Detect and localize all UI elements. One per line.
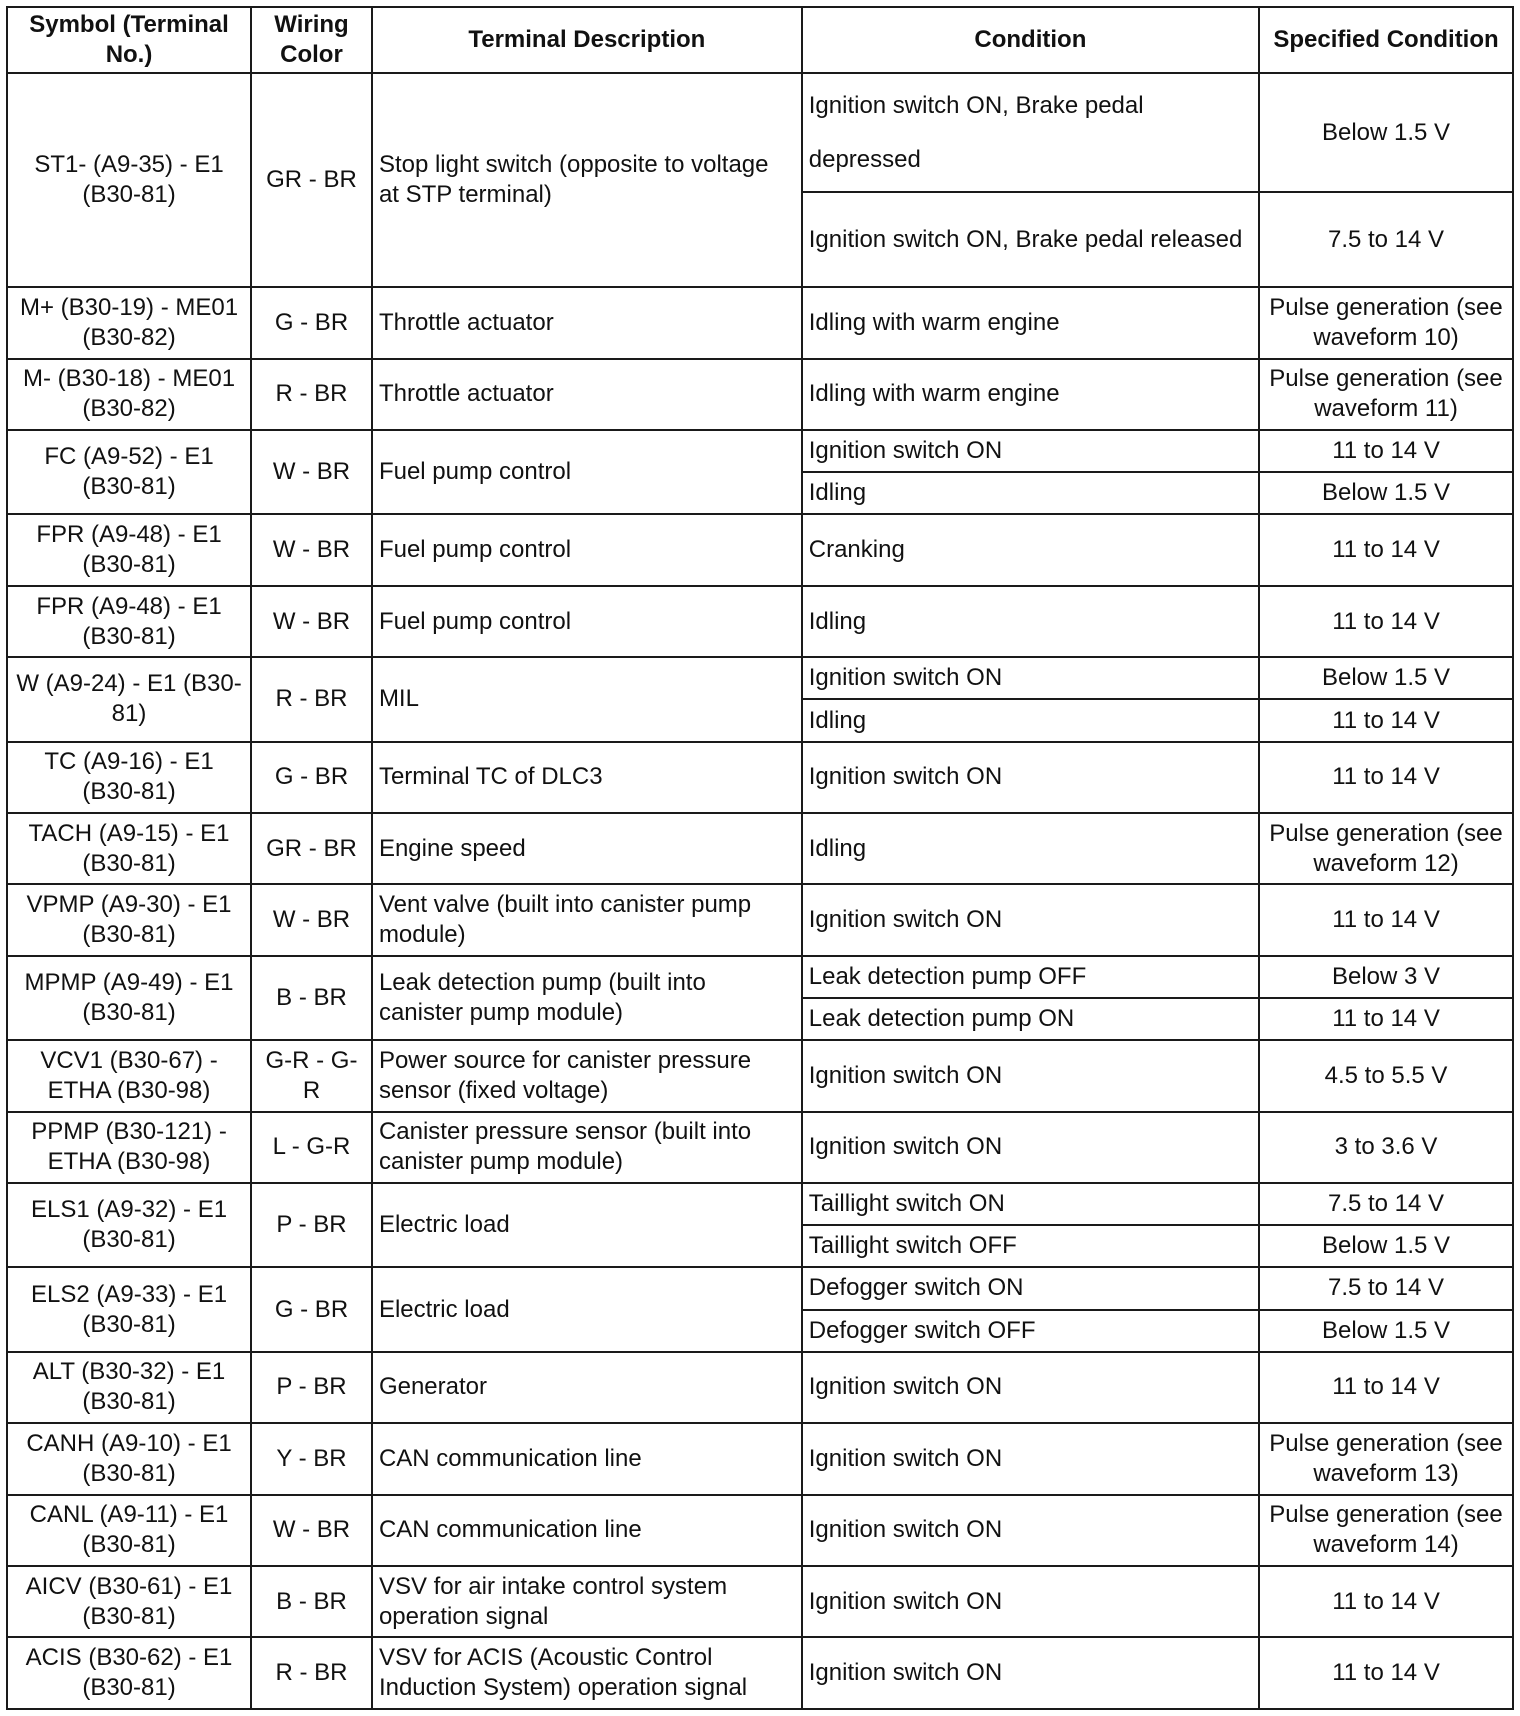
condition-cell: Ignition switch ON [802, 1566, 1259, 1637]
table-row [7, 1183, 1513, 1225]
terminal-symbol-cell: TC (A9-16) - E1 (B30-81) [7, 742, 251, 813]
table-row [7, 742, 1513, 813]
specified-condition-cell: 7.5 to 14 V [1259, 1267, 1513, 1309]
header-specified-condition: Specified Condition [1259, 7, 1513, 73]
terminal-symbol-cell: ELS2 (A9-33) - E1 (B30-81) [7, 1267, 251, 1351]
specified-condition-cell: Below 1.5 V [1259, 73, 1513, 192]
terminal-description-cell: CAN communication line [372, 1423, 802, 1494]
table-row [7, 1040, 1513, 1111]
terminal-description-cell: Electric load [372, 1267, 802, 1351]
specified-condition-cell: Pulse generation (see waveform 10) [1259, 287, 1513, 358]
condition-cell: Ignition switch ON [802, 1637, 1259, 1709]
terminal-symbol-cell: ALT (B30-32) - E1 (B30-81) [7, 1352, 251, 1423]
table-row [7, 1566, 1513, 1637]
condition-cell: Ignition switch ON [802, 884, 1259, 955]
specified-condition-cell: 7.5 to 14 V [1259, 192, 1513, 287]
terminal-description-cell: Canister pressure sensor (built into canister pump module) [372, 1112, 802, 1183]
table-row [7, 430, 1513, 472]
condition-cell: Defogger switch OFF [802, 1310, 1259, 1352]
specified-condition-cell: 3 to 3.6 V [1259, 1112, 1513, 1183]
condition-cell: Ignition switch ON [802, 1112, 1259, 1183]
terminal-description-cell: Fuel pump control [372, 514, 802, 585]
wiring-color-cell: P - BR [251, 1352, 372, 1423]
header-wiring-color: Wiring Color [251, 7, 372, 73]
condition-cell: Ignition switch ON [802, 430, 1259, 472]
terminal-symbol-cell: ST1- (A9-35) - E1 (B30-81) [7, 73, 251, 287]
table-row [7, 73, 1513, 192]
terminal-description-cell: MIL [372, 657, 802, 741]
condition-cell: Idling with warm engine [802, 359, 1259, 430]
table-row [7, 813, 1513, 884]
terminal-description-cell: Vent valve (built into canister pump module) [372, 884, 802, 955]
specified-condition-cell: Below 3 V [1259, 956, 1513, 998]
terminal-description-cell: Terminal TC of DLC3 [372, 742, 802, 813]
wiring-color-cell: G - BR [251, 1267, 372, 1351]
table-row [7, 1267, 1513, 1309]
condition-cell: Ignition switch ON [802, 657, 1259, 699]
terminal-description-cell: Engine speed [372, 813, 802, 884]
wiring-color-cell: B - BR [251, 956, 372, 1040]
terminal-symbol-cell: MPMP (A9-49) - E1 (B30-81) [7, 956, 251, 1040]
condition-cell: Idling [802, 699, 1259, 741]
table-row [7, 657, 1513, 699]
specified-condition-cell: 11 to 14 V [1259, 998, 1513, 1040]
specified-condition-cell: Pulse generation (see waveform 12) [1259, 813, 1513, 884]
wiring-color-cell: Y - BR [251, 1423, 372, 1494]
wiring-color-cell: G - BR [251, 742, 372, 813]
condition-cell: Taillight switch ON [802, 1183, 1259, 1225]
table-row [7, 1495, 1513, 1566]
wiring-color-cell: B - BR [251, 1566, 372, 1637]
terminal-symbol-cell: AICV (B30-61) - E1 (B30-81) [7, 1566, 251, 1637]
condition-cell: Ignition switch ON [802, 1352, 1259, 1423]
specified-condition-cell: 11 to 14 V [1259, 514, 1513, 585]
specified-condition-cell: 11 to 14 V [1259, 884, 1513, 955]
header-row [7, 7, 1513, 73]
table-row [7, 1352, 1513, 1423]
condition-cell: Ignition switch ON [802, 1040, 1259, 1111]
specified-condition-cell: Below 1.5 V [1259, 657, 1513, 699]
wiring-color-cell: R - BR [251, 657, 372, 741]
terminal-symbol-cell: TACH (A9-15) - E1 (B30-81) [7, 813, 251, 884]
terminal-symbol-cell: VPMP (A9-30) - E1 (B30-81) [7, 884, 251, 955]
terminal-description-cell: VSV for air intake control system operation signal [372, 1566, 802, 1637]
terminal-description-cell: Fuel pump control [372, 430, 802, 514]
specified-condition-cell: 11 to 14 V [1259, 1352, 1513, 1423]
table-row [7, 956, 1513, 998]
terminal-description-cell: VSV for ACIS (Acoustic Control Induction System) operation signal [372, 1637, 802, 1709]
specified-condition-cell: 7.5 to 14 V [1259, 1183, 1513, 1225]
terminal-symbol-cell: FC (A9-52) - E1 (B30-81) [7, 430, 251, 514]
condition-cell: Ignition switch ON [802, 1423, 1259, 1494]
condition-cell: Idling [802, 813, 1259, 884]
terminal-symbol-cell: ACIS (B30-62) - E1 (B30-81) [7, 1637, 251, 1709]
condition-cell: Defogger switch ON [802, 1267, 1259, 1309]
specified-condition-cell: 11 to 14 V [1259, 742, 1513, 813]
terminal-symbol-cell: CANH (A9-10) - E1 (B30-81) [7, 1423, 251, 1494]
terminal-symbol-cell: FPR (A9-48) - E1 (B30-81) [7, 514, 251, 585]
wiring-color-cell: R - BR [251, 1637, 372, 1709]
table-row [7, 359, 1513, 430]
condition-cell: Leak detection pump ON [802, 998, 1259, 1040]
header-condition: Condition [802, 7, 1259, 73]
specified-condition-cell: Pulse generation (see waveform 13) [1259, 1423, 1513, 1494]
terminal-symbol-cell: M+ (B30-19) - ME01 (B30-82) [7, 287, 251, 358]
terminal-description-cell: Throttle actuator [372, 287, 802, 358]
wiring-color-cell: P - BR [251, 1183, 372, 1267]
specified-condition-cell: 11 to 14 V [1259, 586, 1513, 657]
condition-cell: Cranking [802, 514, 1259, 585]
specified-condition-cell: 11 to 14 V [1259, 1637, 1513, 1709]
wiring-color-cell: W - BR [251, 884, 372, 955]
condition-cell: Ignition switch ON [802, 1495, 1259, 1566]
terminal-symbol-cell: W (A9-24) - E1 (B30-81) [7, 657, 251, 741]
table-body [7, 73, 1513, 1709]
specified-condition-cell: Below 1.5 V [1259, 472, 1513, 514]
wiring-color-cell: W - BR [251, 430, 372, 514]
wiring-color-cell: L - G-R [251, 1112, 372, 1183]
specified-condition-cell: Pulse generation (see waveform 14) [1259, 1495, 1513, 1566]
table-row [7, 1423, 1513, 1494]
table-row [7, 1112, 1513, 1183]
condition-cell: Ignition switch ON, Brake pedal depressed [802, 73, 1259, 192]
condition-cell: Idling [802, 472, 1259, 514]
terminal-description-cell: Generator [372, 1352, 802, 1423]
terminal-description-cell: Fuel pump control [372, 586, 802, 657]
specified-condition-cell: Below 1.5 V [1259, 1225, 1513, 1267]
condition-cell: Leak detection pump OFF [802, 956, 1259, 998]
condition-cell: Taillight switch OFF [802, 1225, 1259, 1267]
wiring-color-cell: GR - BR [251, 73, 372, 287]
terminal-description-cell: Throttle actuator [372, 359, 802, 430]
terminal-symbol-cell: ELS1 (A9-32) - E1 (B30-81) [7, 1183, 251, 1267]
terminal-symbol-cell: FPR (A9-48) - E1 (B30-81) [7, 586, 251, 657]
terminal-symbol-cell: VCV1 (B30-67) - ETHA (B30-98) [7, 1040, 251, 1111]
specified-condition-cell: Below 1.5 V [1259, 1310, 1513, 1352]
table-row [7, 1637, 1513, 1709]
wiring-color-cell: W - BR [251, 1495, 372, 1566]
table-row [7, 884, 1513, 955]
terminal-description-cell: Leak detection pump (built into canister pump module) [372, 956, 802, 1040]
table-row [7, 586, 1513, 657]
specified-condition-cell: Pulse generation (see waveform 11) [1259, 359, 1513, 430]
terminal-symbol-cell: CANL (A9-11) - E1 (B30-81) [7, 1495, 251, 1566]
terminal-symbol-cell: M- (B30-18) - ME01 (B30-82) [7, 359, 251, 430]
wiring-color-cell: W - BR [251, 514, 372, 585]
terminal-spec-table [6, 6, 1514, 1710]
specified-condition-cell: 11 to 14 V [1259, 699, 1513, 741]
header-symbol: Symbol (Terminal No.) [7, 7, 251, 73]
terminal-description-cell: CAN communication line [372, 1495, 802, 1566]
condition-cell: Ignition switch ON, Brake pedal released [802, 192, 1259, 287]
condition-cell: Ignition switch ON [802, 742, 1259, 813]
terminal-symbol-cell: PPMP (B30-121) - ETHA (B30-98) [7, 1112, 251, 1183]
specified-condition-cell: 11 to 14 V [1259, 1566, 1513, 1637]
table-row [7, 514, 1513, 585]
terminal-description-cell: Electric load [372, 1183, 802, 1267]
table-row [7, 287, 1513, 358]
wiring-color-cell: W - BR [251, 586, 372, 657]
wiring-color-cell: G-R - G-R [251, 1040, 372, 1111]
condition-cell: Idling [802, 586, 1259, 657]
wiring-color-cell: G - BR [251, 287, 372, 358]
wiring-color-cell: GR - BR [251, 813, 372, 884]
specified-condition-cell: 11 to 14 V [1259, 430, 1513, 472]
terminal-description-cell: Stop light switch (opposite to voltage at STP terminal) [372, 73, 802, 287]
header-terminal-description: Terminal Description [372, 7, 802, 73]
condition-cell: Idling with warm engine [802, 287, 1259, 358]
wiring-color-cell: R - BR [251, 359, 372, 430]
specified-condition-cell: 4.5 to 5.5 V [1259, 1040, 1513, 1111]
terminal-description-cell: Power source for canister pressure sensor (fixed voltage) [372, 1040, 802, 1111]
